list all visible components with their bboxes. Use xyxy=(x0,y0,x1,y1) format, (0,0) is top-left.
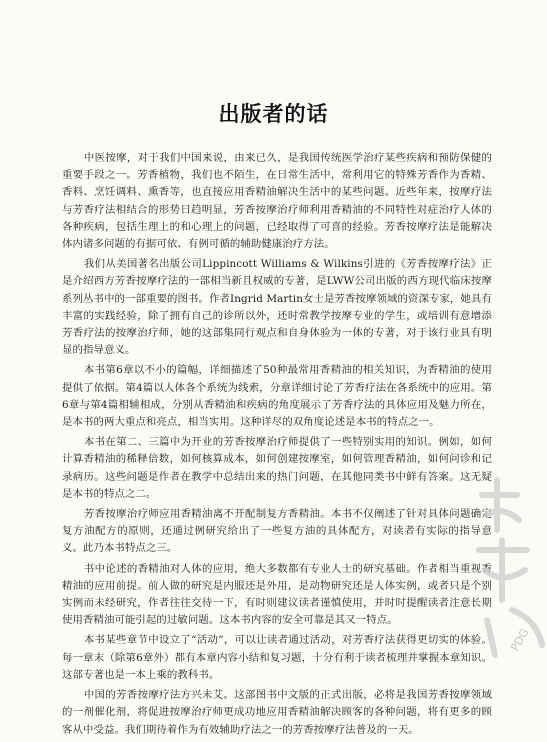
paragraph-5: 芳香按摩治疗师应用香精油离不开配制复方香精油。本书不仅阐述了针对具体问题确定复方油配方的原则，还通过例研究给出了一些复方油的具体配方，对读者有实际的指导意义。此乃本书特点之三。 xyxy=(62,508,492,555)
page-title: 出版者的话 xyxy=(218,102,329,126)
paragraph-8: 中国的芳香按摩疗法方兴未艾。这部图书中文版的正式出版，必将是我国芳香按摩领域的一剂催化剂，将促进按摩治疗师更成功地应用香精油解决顾客的各种问题，将有更多的顾客从中受益。我们期待着作为有效辅助疗法之一的芳香按摩疗法普及的一天。 xyxy=(62,689,492,736)
watermark-graphic xyxy=(457,470,547,660)
paragraph-6: 书中论述的香精油对人体的应用，绝大多数都有专业人士的研究基础。作者相当重视香精油的应用前提。前人做的研究是内服还是外用，是动物研究还是人体实例，或者只是个别实例而未经研究，作者往往交待一下，有时则建议读者谨慎使用，并时时提醒读者注意长期使用香精油可能引起的过敏问题。这本书内容的安全可靠是其又一特点。 xyxy=(62,562,492,627)
paragraph-7: 本书某些章节中设立了“活动”，可以让读者通过活动，对芳香疗法获得更切实的体验。每一章末（除第6章外）都有本章内容小结和复习题，十分有利于读者梳理并掌握本章知识。这部专著也是一本上乘的教科书。 xyxy=(62,634,492,681)
paragraph-4: 本书在第二、三篇中为开业的芳香按摩治疗师提供了一些特别实用的知识。例如，如何计算香精油的稀释倍数，如何核算成本，如何创建按摩室，如何管理香精油，如何问诊和记录病历。这些问题是作者在教学中总结出来的热门问题，在其他同类书中鲜有答案。这无疑是本书的特点之二。 xyxy=(62,436,492,500)
paragraph-3: 本书第6章以不小的篇幅，详细描述了50种最常用香精油的相关知识，为香精油的使用提供了依据。第4篇以人体各个系统为线索，分章详细讨论了芳香疗法在各系统中的应用。第6章与第4篇相辅相成，分别从香精油和疾病的角度展示了芳香疗法的具体应用及魅力所在，是本书的两大重点和亮点，相当实用。这种详尽的双角度论述是本书的特点之一。 xyxy=(62,364,492,429)
publisher-note-body xyxy=(62,150,492,742)
watermark-stamp xyxy=(457,470,547,660)
paragraph-1: 中医按摩，对于我们中国来说，由来已久，是我国传统医学治疗某些疾病和预防保健的重要手段之一。芳香植物，我们也不陌生，在日常生活中，常利用它的特殊芳香作为香精、香料、烹饪调料、熏香等，也直接应用香精油解决生活中的某些问题。近些年来，按摩疗法与芳香疗法相结合的形势日趋明显，芳香按摩治疗师利用香精油的不同特性对症治疗人体的各种疾病，包括生理上的和心理上的问题，已经取得了可喜的经验。芳香按摩疗法是能解决体内诸多问题的有据可依、有例可循的辅助健康治疗方法。 xyxy=(62,152,492,251)
watermark-text: PDG xyxy=(508,626,532,654)
paragraph-2: 我们从美国著名出版公司Lippincott Williams & Wilkins引进的《芳香按摩疗法》正是介绍西方芳香按摩疗法的一部相当新且权威的专著，是LWW公司出版的西方现代临床按摩系列丛书中的一部重要的图书。作者Ingrid Martin女士是芳香按摩领域的资深专家，她具有丰富的实践经验，除了拥有自己的诊所以外，还时常教学按摩专业的学生，或培训有意增添芳香疗法的按摩治疗师，她的这部集同行观点和自身体验为一体的专著，对于该行业具有明显的指导意义。 xyxy=(62,258,492,357)
